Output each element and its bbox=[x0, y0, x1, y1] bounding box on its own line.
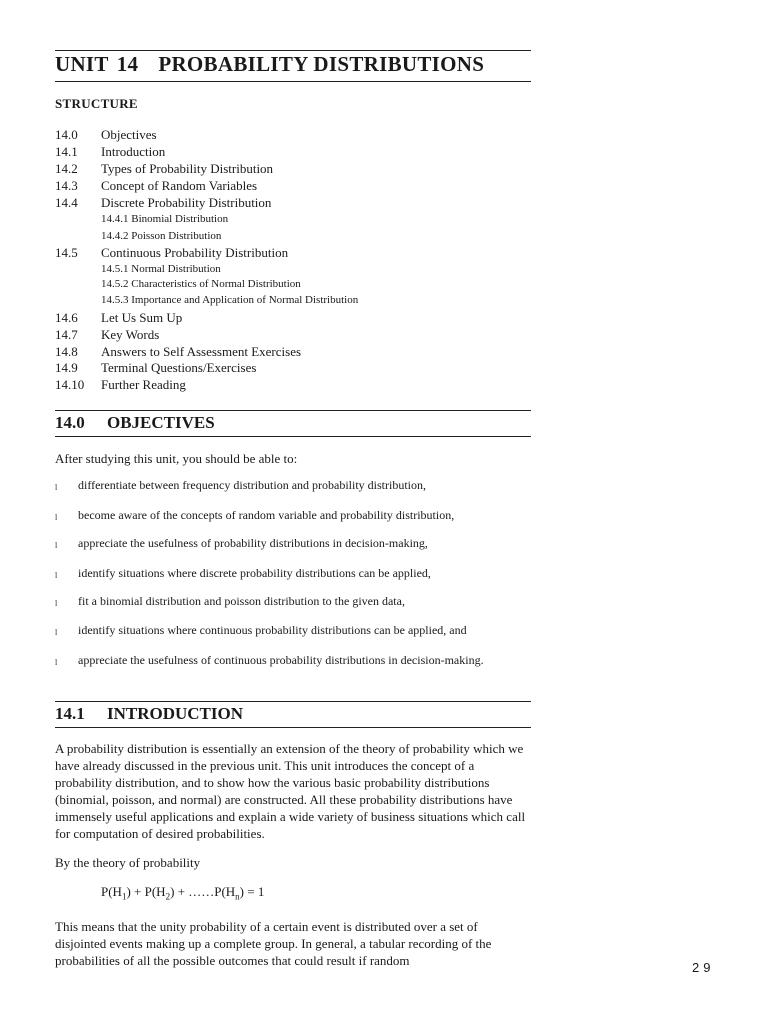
bullet-marker: l bbox=[55, 599, 58, 608]
introduction-bottom-rule bbox=[55, 727, 531, 728]
formula-part: ) + P(H bbox=[126, 884, 166, 899]
structure-heading: STRUCTURE bbox=[55, 96, 138, 111]
toc-item-label: Terminal Questions/Exercises bbox=[101, 360, 257, 375]
introduction-top-rule bbox=[55, 701, 531, 702]
toc-item-label: 14.4.1 Binomial Distribution bbox=[101, 213, 229, 225]
toc-item-number: 14.8 bbox=[55, 344, 78, 359]
toc-item-label: Concept of Random Variables bbox=[101, 178, 258, 193]
formula-part: P(H bbox=[101, 884, 122, 899]
toc-item-number: 14.0 bbox=[55, 127, 78, 142]
toc-item-number: 14.9 bbox=[55, 360, 78, 375]
probability-formula bbox=[101, 884, 264, 902]
objective-text: differentiate between frequency distribution and probability distribution, bbox=[78, 478, 427, 492]
toc-item-label: Discrete Probability Distribution bbox=[101, 195, 272, 210]
bullet-marker: l bbox=[55, 513, 58, 522]
unit-number: 14 bbox=[116, 52, 139, 76]
unit-title-text: PROBABILITY DISTRIBUTIONS bbox=[158, 52, 485, 76]
objectives-top-rule bbox=[55, 410, 531, 411]
bullet-marker: l bbox=[55, 628, 58, 637]
introduction-heading bbox=[55, 704, 243, 724]
formula-part: ) = 1 bbox=[239, 884, 265, 899]
objectives-number: 14.0 bbox=[55, 413, 85, 432]
toc-item-label: 14.5.3 Importance and Application of Normal Distribution bbox=[101, 294, 359, 306]
objectives-title: OBJECTIVES bbox=[107, 413, 215, 432]
introduction-paragraph-1: A probability distribution is essentially an extension of the theory of probability which we have already discussed in the previous unit. This unit introduces the concept of a probability distribution, and to show how the various basic probability distributions (binomial, poisson, and normal) are constructed. All these probability distributions have immensely useful applications and explain a wide variety of business situations which call for computation of desired probabilities. bbox=[55, 741, 526, 841]
toc-item-number: 14.1 bbox=[55, 144, 78, 159]
toc-item-label: Continuous Probability Distribution bbox=[101, 245, 289, 260]
objective-text: identify situations where discrete probability distributions can be applied, bbox=[78, 566, 431, 580]
toc-item-number: 14.7 bbox=[55, 327, 78, 342]
toc-item-number: 14.3 bbox=[55, 178, 78, 193]
top-rule bbox=[55, 50, 531, 51]
unit-label: UNIT bbox=[55, 52, 109, 76]
objective-text: identify situations where continuous probability distributions can be applied, and bbox=[78, 623, 467, 637]
objectives-intro: After studying this unit, you should be able to: bbox=[55, 451, 298, 466]
toc-item-label: Let Us Sum Up bbox=[101, 310, 183, 325]
page-number: 29 bbox=[692, 960, 715, 975]
objective-text: become aware of the concepts of random variable and probability distribution, bbox=[78, 508, 455, 522]
toc-item-label: Types of Probability Distribution bbox=[101, 161, 274, 176]
objectives-heading bbox=[55, 413, 215, 433]
objective-text: appreciate the usefulness of probability distributions in decision-making, bbox=[78, 536, 428, 550]
bullet-marker: l bbox=[55, 658, 58, 667]
toc-item-number: 14.5 bbox=[55, 245, 78, 260]
toc-item-number: 14.10 bbox=[55, 377, 85, 392]
bullet-marker: l bbox=[55, 541, 58, 550]
toc-item-label: Introduction bbox=[101, 144, 166, 159]
toc-item-label: 14.5.2 Characteristics of Normal Distribution bbox=[101, 278, 301, 290]
toc-item-label: 14.5.1 Normal Distribution bbox=[101, 263, 221, 275]
title-underline-rule bbox=[55, 81, 531, 82]
toc-item-label: Objectives bbox=[101, 127, 157, 142]
objective-text: fit a binomial distribution and poisson distribution to the given data, bbox=[78, 594, 405, 608]
toc-item-label: 14.4.2 Poisson Distribution bbox=[101, 230, 222, 242]
introduction-title: INTRODUCTION bbox=[107, 704, 244, 723]
formula-part: ) + ……P(H bbox=[170, 884, 236, 899]
toc-item-number: 14.6 bbox=[55, 310, 78, 325]
toc-item-number: 14.4 bbox=[55, 195, 78, 210]
formula-subscript: n bbox=[235, 891, 240, 902]
introduction-paragraph-3: This means that the unity probability of a certain event is distributed over a set of disjointed events making up a complete group. In general, a tabular recording of the probabilities of all the possible outcomes that could result if random bbox=[55, 919, 492, 968]
unit-title bbox=[55, 52, 484, 77]
toc-item-number: 14.2 bbox=[55, 161, 78, 176]
bullet-marker: l bbox=[55, 483, 58, 492]
toc-item-label: Answers to Self Assessment Exercises bbox=[101, 344, 302, 359]
bullet-marker: l bbox=[55, 571, 58, 580]
toc-item-label: Further Reading bbox=[101, 377, 186, 392]
toc-item-label: Key Words bbox=[101, 327, 160, 342]
formula-subscript: 1 bbox=[121, 891, 127, 902]
objectives-bottom-rule bbox=[55, 436, 531, 437]
introduction-number: 14.1 bbox=[55, 704, 85, 723]
introduction-paragraph-2: By the theory of probability bbox=[55, 855, 201, 870]
objective-text: appreciate the usefulness of continuous probability distributions in decision-making. bbox=[78, 653, 484, 667]
formula-subscript: 2 bbox=[165, 891, 171, 902]
